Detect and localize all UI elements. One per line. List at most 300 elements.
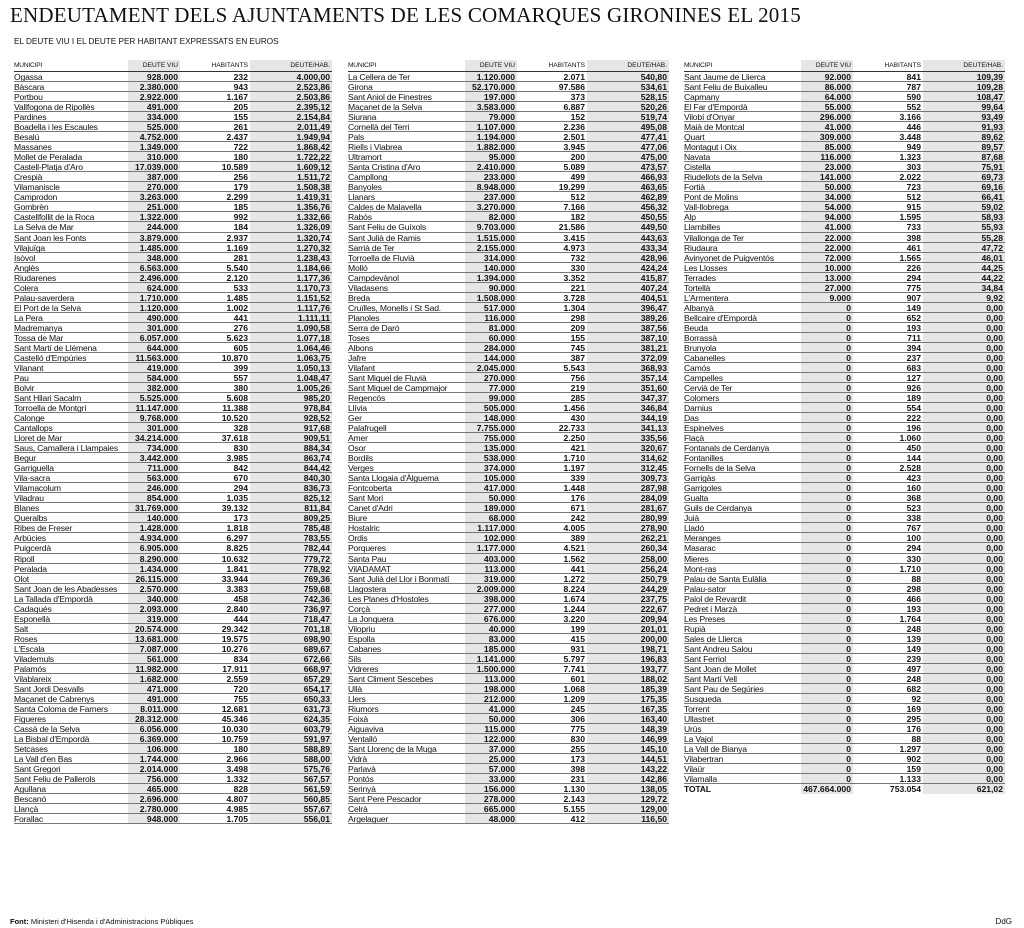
table-row: [348, 724, 669, 734]
cell-deute-hab: 2.395,12: [250, 102, 332, 111]
cell-habitants: 19.299: [558, 182, 585, 193]
cell-deute: 140.000: [465, 263, 517, 272]
cell-deute-hab: 631,73: [250, 704, 332, 713]
cell-deute-hab: 0,00: [923, 604, 1005, 613]
cell-deute-hab: 59,02: [923, 202, 1005, 211]
table-row: [14, 503, 332, 513]
table-row: [14, 423, 332, 433]
table-row: [348, 784, 669, 794]
cell-deute-hab: 759,68: [250, 584, 332, 593]
cell-habitants: 497: [906, 663, 921, 674]
header-deute-hab: DEUTE/HAB.: [250, 60, 332, 71]
cell-habitants: 8.825: [226, 543, 248, 554]
cell-municipi: Les Preses: [684, 613, 725, 623]
table-row: [684, 574, 1005, 584]
cell-deute: 2.045.000: [465, 363, 517, 372]
cell-deute: 54.000: [801, 202, 853, 211]
table-row: [14, 263, 332, 273]
cell-municipi: Das: [684, 413, 699, 423]
cell-habitants: 5.543: [563, 362, 585, 373]
cell-habitants: 683: [906, 362, 921, 373]
cell-deute: 1.744.000: [128, 754, 180, 763]
cell-habitants: 756: [570, 372, 585, 383]
cell-habitants: 196: [906, 423, 921, 434]
table-row: [348, 493, 669, 503]
cell-deute: 102.000: [465, 533, 517, 542]
table-row: [348, 233, 669, 243]
cell-habitants: 88: [911, 734, 921, 745]
cell-deute: 34.214.000: [128, 433, 180, 442]
cell-habitants: 205: [233, 102, 248, 113]
cell-habitants: 1.818: [226, 523, 248, 534]
table-row: [348, 413, 669, 423]
cell-municipi: Olot: [14, 573, 29, 583]
table-row: [14, 734, 332, 744]
table-row: [684, 684, 1005, 694]
cell-municipi: La Selva de Mar: [14, 222, 74, 232]
cell-deute-hab: 0,00: [923, 694, 1005, 703]
cell-municipi: Setcases: [14, 744, 48, 754]
cell-deute-hab: 2.011,49: [250, 122, 332, 131]
cell-deute: 251.000: [128, 202, 180, 211]
cell-deute-hab: 312,45: [587, 463, 669, 472]
cell-habitants: 1.060: [899, 433, 921, 444]
table-column-3: [684, 60, 1005, 915]
table-row: [348, 594, 669, 604]
cell-municipi: Llers: [348, 693, 366, 703]
header-municipi: MUNICIPI: [14, 62, 43, 69]
cell-deute: 0: [801, 774, 853, 783]
cell-municipi: Sant Climent Sescebes: [348, 673, 434, 683]
cell-deute: 755.000: [465, 433, 517, 442]
cell-deute-hab: 0,00: [923, 714, 1005, 723]
cell-habitants: 248: [906, 623, 921, 634]
cell-deute-hab: 1.170,73: [250, 283, 332, 292]
cell-deute-hab: 624,35: [250, 714, 332, 723]
cell-municipi: Boadella i les Escaules: [14, 122, 98, 132]
cell-deute-hab: 433,34: [587, 243, 669, 252]
cell-deute-hab: 557,67: [250, 804, 332, 813]
cell-deute: 0: [801, 473, 853, 482]
table-row: [684, 273, 1005, 283]
cell-municipi: Guils de Cerdanya: [684, 503, 752, 513]
cell-municipi: Osor: [348, 443, 366, 453]
cell-deute-hab: 2.523,86: [250, 82, 332, 91]
table-row: [684, 363, 1005, 373]
cell-municipi: Roses: [14, 633, 38, 643]
cell-municipi: Llambilles: [684, 222, 721, 232]
cell-municipi: Jafre: [348, 352, 367, 362]
cell-municipi: Besalú: [14, 132, 40, 142]
cell-habitants: 720: [233, 683, 248, 694]
cell-habitants: 11.388: [222, 403, 248, 414]
cell-municipi: Cruïlles, Monells i St Sad.: [348, 302, 441, 312]
cell-municipi: Vallfogona de Ripollès: [14, 102, 95, 112]
cell-deute: 148.000: [465, 413, 517, 422]
cell-deute: 314.000: [465, 253, 517, 262]
cell-deute-hab: 621,02: [923, 784, 1005, 794]
cell-habitants: 387: [570, 352, 585, 363]
cell-deute-hab: 175,35: [587, 694, 669, 703]
cell-municipi: Borrassà: [684, 332, 717, 342]
cell-deute-hab: 917,68: [250, 423, 332, 432]
cell-municipi: La Pera: [14, 312, 43, 322]
cell-deute: 8.011.000: [128, 704, 180, 713]
cell-municipi: Albanyà: [684, 302, 714, 312]
cell-deute-hab: 387,10: [587, 333, 669, 342]
cell-deute-hab: 0,00: [923, 373, 1005, 382]
cell-habitants: 2.966: [226, 754, 248, 765]
cell-deute-hab: 443,63: [587, 233, 669, 242]
cell-habitants: 1.705: [226, 814, 248, 825]
cell-deute: 0: [801, 754, 853, 763]
cell-municipi: Regencós: [348, 393, 386, 403]
cell-habitants: 3.945: [563, 142, 585, 153]
cell-habitants: 723: [906, 182, 921, 193]
cell-deute-hab: 278,90: [587, 523, 669, 532]
cell-municipi: Camprodon: [14, 192, 58, 202]
cell-municipi: Cassà de la Selva: [14, 724, 80, 734]
cell-municipi: Sant Feliu de Guíxols: [348, 222, 426, 232]
cell-municipi: La Cellera de Ter: [348, 72, 410, 82]
cell-deute: 50.000: [465, 714, 517, 723]
table-row: [684, 92, 1005, 102]
table-row: [14, 724, 332, 734]
cell-deute: 270.000: [128, 182, 180, 191]
cell-deute-hab: 575,76: [250, 764, 332, 773]
cell-habitants: 775: [570, 724, 585, 735]
cell-deute-hab: 347,37: [587, 393, 669, 402]
table-row: [14, 353, 332, 363]
cell-habitants: 834: [233, 653, 248, 664]
cell-deute: 41.000: [801, 122, 853, 131]
cell-deute-hab: 116,50: [587, 814, 669, 823]
table-row: [348, 543, 669, 553]
cell-deute-hab: 34,84: [923, 283, 1005, 292]
cell-habitants: 682: [906, 683, 921, 694]
cell-deute-hab: 109,39: [923, 72, 1005, 81]
table-row: [348, 403, 669, 413]
cell-habitants: 4.985: [226, 804, 248, 815]
cell-deute-hab: 55,28: [923, 233, 1005, 242]
cell-habitants: 1.764: [899, 613, 921, 624]
cell-habitants: 1.565: [899, 252, 921, 263]
cell-municipi: Bàscara: [14, 82, 45, 92]
cell-deute-hab: 1.508,38: [250, 182, 332, 191]
table-row: [348, 383, 669, 393]
cell-deute: 2.922.000: [128, 92, 180, 101]
cell-municipi: Mont-ras: [684, 563, 717, 573]
cell-deute-hab: 718,47: [250, 614, 332, 623]
cell-deute-hab: 262,21: [587, 533, 669, 542]
cell-habitants: 5.608: [226, 393, 248, 403]
cell-deute: 4.934.000: [128, 533, 180, 542]
cell-deute-hab: 0,00: [923, 614, 1005, 623]
cell-deute-hab: 75,91: [923, 162, 1005, 171]
cell-deute: 1.682.000: [128, 674, 180, 683]
cell-habitants: 2.437: [226, 132, 248, 143]
cell-deute: 348.000: [128, 253, 180, 262]
cell-deute-hab: 540,80: [587, 72, 669, 81]
cell-municipi: Sant Jordi Desvalls: [14, 683, 84, 693]
cell-municipi: Sant Mori: [348, 493, 383, 503]
cell-habitants: 2.071: [563, 72, 585, 82]
cell-municipi: Les Planes d'Hostoles: [348, 593, 429, 603]
cell-habitants: 2.528: [899, 463, 921, 474]
cell-deute: 17.039.000: [128, 162, 180, 171]
cell-habitants: 1.841: [226, 563, 248, 574]
cell-deute-hab: 534,61: [587, 82, 669, 91]
cell-municipi: L'Escala: [14, 643, 45, 653]
cell-habitants: 1.297: [899, 744, 921, 755]
cell-municipi: Saus, Camallera i Llampaies: [14, 443, 118, 453]
debt-table: [0, 60, 1024, 915]
cell-municipi: Calonge: [14, 413, 45, 423]
table-row: [684, 263, 1005, 273]
table-row: [14, 794, 332, 804]
cell-municipi: Fortià: [684, 182, 705, 192]
cell-municipi: Camós: [684, 362, 711, 372]
cell-habitants: 37.618: [221, 433, 248, 444]
cell-municipi: Ogassa: [14, 72, 43, 82]
cell-municipi: Flaçà: [684, 433, 705, 443]
cell-habitants: 155: [233, 112, 248, 123]
cell-deute-hab: 250,79: [587, 574, 669, 583]
cell-deute-hab: 0,00: [923, 684, 1005, 693]
cell-deute-hab: 1.111,11: [250, 313, 332, 322]
cell-municipi: Verges: [348, 463, 374, 473]
cell-deute-hab: 1.090,58: [250, 323, 332, 332]
cell-deute-hab: 280,99: [587, 513, 669, 522]
cell-deute: 8.948.000: [465, 182, 517, 191]
cell-municipi: Fontcoberta: [348, 483, 392, 493]
cell-municipi: Sant Jaume de Llierca: [684, 72, 766, 82]
header-deute-hab: DEUTE/HAB.: [587, 60, 669, 71]
cell-municipi: Isòvol: [14, 252, 36, 262]
cell-deute: 0: [801, 724, 853, 733]
cell-municipi: Sant Andreu Salou: [684, 643, 753, 653]
cell-municipi: Fornells de la Selva: [684, 463, 756, 473]
cell-deute-hab: 0,00: [923, 323, 1005, 332]
cell-habitants: 2.022: [899, 172, 921, 183]
cell-municipi: El Port de la Selva: [14, 302, 81, 312]
cell-municipi: Garriguella: [14, 463, 54, 473]
table-row: [14, 122, 332, 132]
table-row: [684, 734, 1005, 744]
cell-habitants: 907: [906, 292, 921, 303]
cell-deute: 2.410.000: [465, 162, 517, 171]
cell-deute: 0: [801, 744, 853, 753]
cell-deute: 1.500.000: [465, 664, 517, 673]
cell-deute-hab: 196,83: [587, 654, 669, 663]
table-row: [14, 112, 332, 122]
cell-habitants: 380: [233, 382, 248, 393]
cell-deute: 2.570.000: [128, 584, 180, 593]
cell-habitants: 10.870: [221, 352, 248, 363]
cell-deute: 4.752.000: [128, 132, 180, 141]
cell-municipi: Sant Miquel de Fluvià: [348, 372, 427, 382]
cell-deute-hab: 47,72: [923, 243, 1005, 252]
cell-habitants: 3.448: [899, 132, 921, 143]
cell-habitants: 1.244: [563, 603, 585, 614]
table-row: [684, 654, 1005, 664]
cell-habitants: 5.540: [226, 262, 248, 273]
cell-municipi: Vilamacolum: [14, 483, 61, 493]
page-title: ENDEUTAMENT DELS AJUNTAMENTS DE LES COMARQUES GIRONINES EL 2015: [10, 3, 801, 27]
cell-municipi: Ullastret: [684, 714, 714, 724]
cell-deute-hab: 335,56: [587, 433, 669, 442]
table-row: [684, 423, 1005, 433]
cell-deute-hab: 69,16: [923, 182, 1005, 191]
cell-deute: 0: [801, 373, 853, 382]
cell-deute-hab: 0,00: [923, 664, 1005, 673]
cell-deute: 3.263.000: [128, 192, 180, 201]
table-row: [14, 684, 332, 694]
cell-deute-hab: 783,55: [250, 533, 332, 542]
table-row: [14, 212, 332, 222]
cell-municipi: Peralada: [14, 563, 47, 573]
table-row: [348, 463, 669, 473]
table-row: [348, 473, 669, 483]
table-row: [14, 584, 332, 594]
cell-deute: 0: [801, 323, 853, 332]
cell-habitants: 303: [906, 162, 921, 173]
cell-deute-hab: 701,18: [250, 624, 332, 633]
cell-deute: 0: [801, 624, 853, 633]
cell-habitants: 557: [233, 372, 248, 383]
cell-municipi: Vilafant: [348, 362, 375, 372]
cell-deute-hab: 284,09: [587, 493, 669, 502]
cell-habitants: 828: [233, 784, 248, 795]
cell-deute-hab: 143,22: [587, 764, 669, 773]
cell-deute-hab: 1.184,66: [250, 263, 332, 272]
cell-municipi: Ultramort: [348, 152, 382, 162]
cell-deute: 0: [801, 604, 853, 613]
cell-habitants: 209: [570, 322, 585, 333]
cell-municipi: Mieres: [684, 553, 709, 563]
cell-municipi: Bescanó: [14, 794, 47, 804]
table-row: [14, 543, 332, 553]
cell-habitants: 173: [570, 754, 585, 765]
cell-habitants: 242: [570, 513, 585, 524]
cell-deute: 584.000: [128, 373, 180, 382]
cell-municipi: Sils: [348, 653, 362, 663]
cell-habitants: 248: [906, 673, 921, 684]
cell-habitants: 339: [570, 473, 585, 484]
table-row: [684, 202, 1005, 212]
table-row: [14, 283, 332, 293]
table-row: [348, 323, 669, 333]
cell-deute: 0: [801, 453, 853, 462]
cell-habitants: 745: [570, 342, 585, 353]
cell-deute: 3.442.000: [128, 453, 180, 462]
cell-municipi: Meranges: [684, 533, 721, 543]
cell-deute-hab: 650,33: [250, 694, 332, 703]
cell-deute-hab: 654,17: [250, 684, 332, 693]
cell-municipi: La Vall de Bianya: [684, 744, 747, 754]
cell-municipi: Vilamalla: [684, 774, 717, 784]
table-row: [14, 92, 332, 102]
table-row: [348, 754, 669, 764]
cell-deute: 1.117.000: [465, 523, 517, 532]
cell-municipi: Queralbs: [14, 513, 48, 523]
cell-habitants: 949: [906, 142, 921, 153]
cell-habitants: 1.332: [226, 774, 248, 785]
table-header: [684, 60, 1005, 72]
cell-municipi: Gualta: [684, 493, 709, 503]
cell-habitants: 221: [570, 282, 585, 293]
cell-deute-hab: 341,13: [587, 423, 669, 432]
cell-municipi: Massanes: [14, 142, 52, 152]
cell-municipi: Sant Pere Pescador: [348, 794, 422, 804]
cell-habitants: 10.759: [221, 734, 248, 745]
table-row: [684, 584, 1005, 594]
cell-habitants: 29.342: [221, 623, 248, 634]
cell-municipi: Ger: [348, 413, 362, 423]
cell-municipi: Riells i Viabrea: [348, 142, 402, 152]
table-row: [14, 433, 332, 443]
cell-municipi: Vilaür: [684, 764, 705, 774]
cell-deute-hab: 1.270,32: [250, 243, 332, 252]
cell-deute: 105.000: [465, 473, 517, 482]
cell-deute: 94.000: [801, 212, 853, 221]
cell-municipi: Palamós: [14, 663, 47, 673]
table-row: [14, 554, 332, 564]
cell-municipi: Torroella de Montgrí: [14, 403, 87, 413]
table-row: [684, 744, 1005, 754]
cell-deute-hab: 884,34: [250, 443, 332, 452]
cell-deute: 538.000: [465, 453, 517, 462]
cell-deute: 185.000: [465, 644, 517, 653]
cell-habitants: 450: [906, 443, 921, 454]
cell-deute: 417.000: [465, 483, 517, 492]
cell-deute-hab: 258,00: [587, 554, 669, 563]
cell-habitants: 219: [570, 382, 585, 393]
cell-deute-hab: 985,20: [250, 393, 332, 402]
table-row: [348, 453, 669, 463]
table-row: [14, 393, 332, 403]
table-row: [14, 764, 332, 774]
cell-habitants: 2.250: [563, 433, 585, 444]
cell-municipi: Sant Hilari Sacalm: [14, 393, 82, 403]
table-column-1: [14, 60, 332, 915]
cell-municipi: La Tallada d'Empordà: [14, 593, 93, 603]
cell-deute-hab: 0,00: [923, 363, 1005, 372]
cell-deute-hab: 1.177,36: [250, 273, 332, 282]
total-row: [684, 784, 1005, 794]
cell-deute: 284.000: [465, 343, 517, 352]
table-row: [348, 664, 669, 674]
cell-deute-hab: 1.511,72: [250, 172, 332, 181]
cell-deute: 624.000: [128, 283, 180, 292]
cell-deute: 471.000: [128, 684, 180, 693]
cell-deute: 7.755.000: [465, 423, 517, 432]
table-row: [14, 162, 332, 172]
cell-municipi: Cabanes: [348, 643, 382, 653]
table-row: [348, 513, 669, 523]
cell-habitants: 399: [233, 362, 248, 373]
cell-municipi: El Far d'Empordà: [684, 102, 748, 112]
cell-habitants: 155: [570, 332, 585, 343]
cell-habitants: 554: [906, 403, 921, 414]
cell-municipi: Cornellà del Terri: [348, 122, 410, 132]
table-row: [684, 353, 1005, 363]
table-row: [14, 443, 332, 453]
cell-deute-hab: 309,73: [587, 473, 669, 482]
cell-deute-hab: 109,28: [923, 82, 1005, 91]
cell-deute: 0: [801, 584, 853, 593]
table-row: [348, 734, 669, 744]
